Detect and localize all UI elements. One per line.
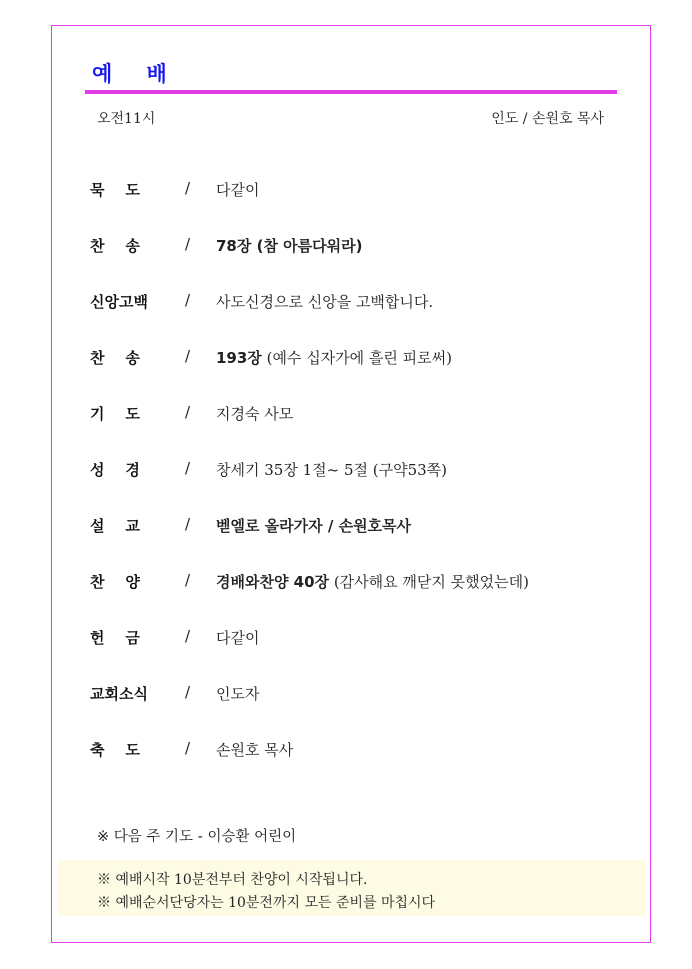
order-value: 손원호 목사 xyxy=(216,741,294,759)
next-week-prayer-note: ※ 다음 주 기도 - 이승환 어린이 xyxy=(97,829,297,845)
order-value: 사도신경으로 신앙을 고백합니다. xyxy=(216,293,434,311)
order-separator: / xyxy=(185,347,191,365)
list-item xyxy=(90,176,630,232)
order-value xyxy=(216,347,452,368)
order-separator: / xyxy=(185,179,191,197)
list-item xyxy=(90,400,630,456)
notice-line: ※ 예배순서단당자는 10분전까지 모든 준비를 마칩시다 xyxy=(97,895,436,911)
list-item xyxy=(90,288,630,344)
order-value-bold: 193장 xyxy=(216,349,262,367)
order-label: 찬 양 xyxy=(90,573,140,591)
order-value: 벧엘로 올라가자 / 손원호목사 xyxy=(216,517,412,535)
order-label: 찬 송 xyxy=(90,349,140,367)
order-label: 축 도 xyxy=(90,741,140,759)
order-label: 묵 도 xyxy=(90,181,140,199)
order-value: 인도자 xyxy=(216,685,260,703)
service-leader: 인도 / 손원호 목사 xyxy=(491,111,604,127)
notice-box xyxy=(58,860,646,916)
order-label: 성 경 xyxy=(90,461,140,479)
order-label: 기 도 xyxy=(90,405,140,423)
list-item xyxy=(90,624,630,680)
order-separator: / xyxy=(185,571,191,589)
list-item xyxy=(90,344,630,400)
order-label: 설 교 xyxy=(90,517,140,535)
order-value-bold: 경배와찬양 40장 xyxy=(216,573,330,591)
order-label: 신앙고백 xyxy=(90,293,148,311)
order-label: 헌 금 xyxy=(90,629,140,647)
list-item xyxy=(90,512,630,568)
order-label: 찬 송 xyxy=(90,237,140,255)
order-separator: / xyxy=(185,459,191,477)
order-separator: / xyxy=(185,683,191,701)
list-item xyxy=(90,456,630,512)
worship-order-list xyxy=(90,176,630,792)
order-separator: / xyxy=(185,515,191,533)
order-separator: / xyxy=(185,291,191,309)
order-separator: / xyxy=(185,739,191,757)
order-value: 다같이 xyxy=(216,181,260,199)
order-label: 교회소식 xyxy=(90,685,148,703)
order-separator: / xyxy=(185,627,191,645)
list-item xyxy=(90,568,630,624)
notice-line: ※ 예배시작 10분전부터 찬양이 시작됩니다. xyxy=(97,872,368,888)
order-value-detail: (예수 십자가에 흘린 피로써) xyxy=(266,349,452,367)
list-item xyxy=(90,232,630,288)
order-value: 다같이 xyxy=(216,629,260,647)
order-separator: / xyxy=(185,403,191,421)
list-item xyxy=(90,736,630,792)
order-separator: / xyxy=(185,235,191,253)
order-value: 78장 (참 아름다워라) xyxy=(216,237,363,255)
order-value: 지경숙 사모 xyxy=(216,405,294,423)
list-item xyxy=(90,680,630,736)
order-value: 창세기 35장 1절~ 5절 (구약53쪽) xyxy=(216,461,448,479)
service-time: 오전11시 xyxy=(97,111,156,127)
order-value xyxy=(216,571,529,592)
page-title: 예 배 xyxy=(92,62,168,86)
title-underline xyxy=(85,90,617,94)
order-value-detail: (감사해요 깨닫지 못했었는데) xyxy=(333,573,529,591)
